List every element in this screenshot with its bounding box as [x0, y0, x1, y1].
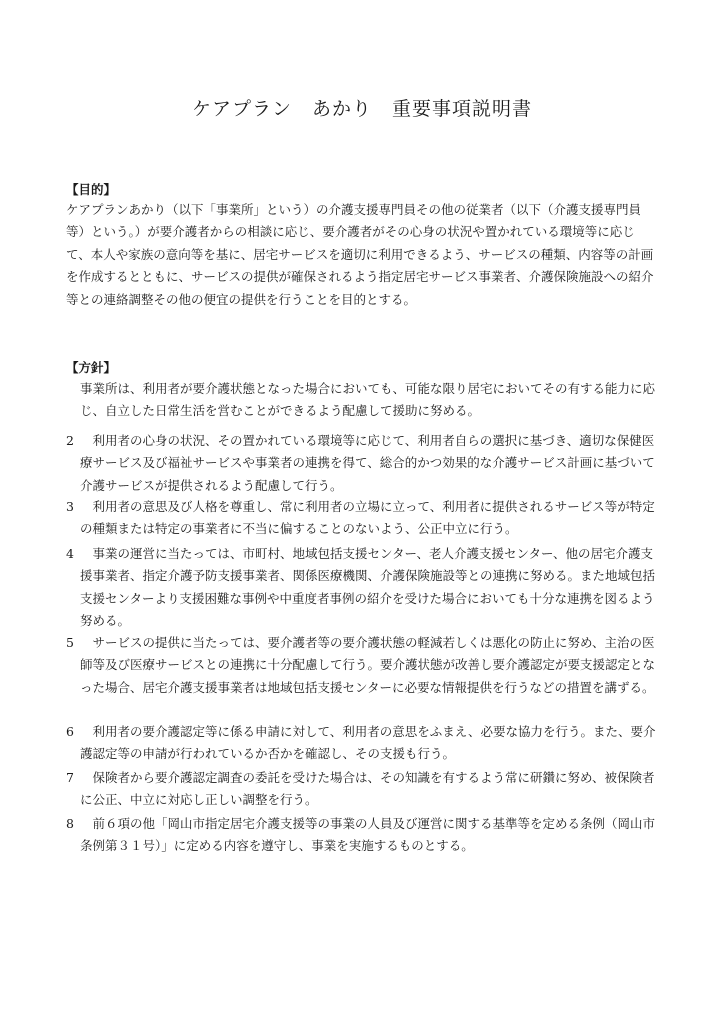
purpose-text: ケアプランあかり（以下「事業所」という）の介護支援専門員その他の従業者（以下（介護支援専門員等）という。）が要介護者からの相談に応じ、要介護者がその心身の状況や置かれている環境等に応じて、本人や家族の意向等を基に、居宅サービスを適切に利用できるよう、サービスの種類、内容等の計画を作成するとともに、サービスの提供が確保されるよう指定居宅サービス事業者、介護保険施設への紹介等との連絡調整その他の便宜の提供を行うことを目的とする。	[66, 202, 654, 307]
policy-item-number: 4	[66, 546, 74, 561]
policy-item-text: 利用者の要介護認定等に係る申請に対して、利用者の意思をふまえ、必要な協力を行う。また、要介護認定等の申請が行われているか否かを確認し、その支援も行う。	[80, 724, 656, 762]
policy-item-text: 事業所は、利用者が要介護状態となった場合においても、可能な限り居宅においてその有する能力に応じ、自立した日常生活を営むことができるよう配慮して援助に努める。	[80, 381, 656, 419]
policy-item	[66, 767, 658, 812]
purpose-heading: 【目的】	[66, 182, 117, 197]
policy-item-text: 保険者から要介護認定調査の委託を受けた場合は、その知識を有するよう常に研鑽に努め、被保険者に公正、中立に対応し正しい調整を行う。	[80, 770, 655, 808]
policy-item-number: 6	[66, 724, 74, 739]
policy-item	[66, 721, 658, 766]
policy-item-text: 利用者の心身の状況、その置かれている環境等に応じて、利用者自らの選択に基づき、適切な保健医療サービス及び福祉サービスや事業者の連携を得て、総合的かつ効果的な介護サービス計画に基づいて介護サービスが提供されるよう配慮して行う。	[80, 433, 655, 493]
policy-item-text: 事業の運営に当たっては、市町村、地域包括支援センター、老人介護支援センター、他の居宅介護支援事業者、指定介護予防支援事業者、関係医療機関、介護保険施設等との連携に努める。また地域包括支援センターより支援困難な事例や中重度者事例の紹介を受けた場合においても十分な連携を図るよう努める。	[80, 546, 656, 629]
policy-item	[66, 430, 658, 497]
policy-item-number: 8	[66, 816, 74, 831]
policy-item	[66, 543, 658, 633]
policy-item	[66, 496, 658, 541]
policy-item-number: 3	[66, 499, 74, 514]
policy-item	[66, 378, 658, 423]
policy-item	[66, 632, 658, 699]
policy-item-text: 利用者の意思及び人格を尊重し、常に利用者の立場に立って、利用者に提供されるサービス等が特定の種類または特定の事業者に不当に偏することのないよう、公正中立に行う。	[80, 499, 655, 537]
document-title: ケアプラン あかり 重要事項説明書	[191, 98, 532, 120]
policy-item-number: 7	[66, 770, 74, 785]
policy-item-text: サービスの提供に当たっては、要介護者等の要介護状態の軽減若しくは悪化の防止に努め、主治の医師等及び医療サービスとの連携に十分配慮して行う。要介護状態が改善し要介護認定が要支援認定となった場合、居宅介護支援事業者は地域包括支援センターに必要な情報提供を行うなどの措置を講ずる。	[80, 635, 656, 695]
policy-item-text: 前６項の他「岡山市指定居宅介護支援等の事業の人員及び運営に関する基準等を定める条例（岡山市条例第３１号）」に定める内容を遵守し、事業を実施するものとする。	[80, 816, 656, 854]
policy-item	[66, 813, 658, 858]
policy-item-number: 2	[66, 433, 74, 448]
policy-heading: 【方針】	[66, 360, 117, 375]
policy-item-number: 5	[66, 635, 74, 650]
